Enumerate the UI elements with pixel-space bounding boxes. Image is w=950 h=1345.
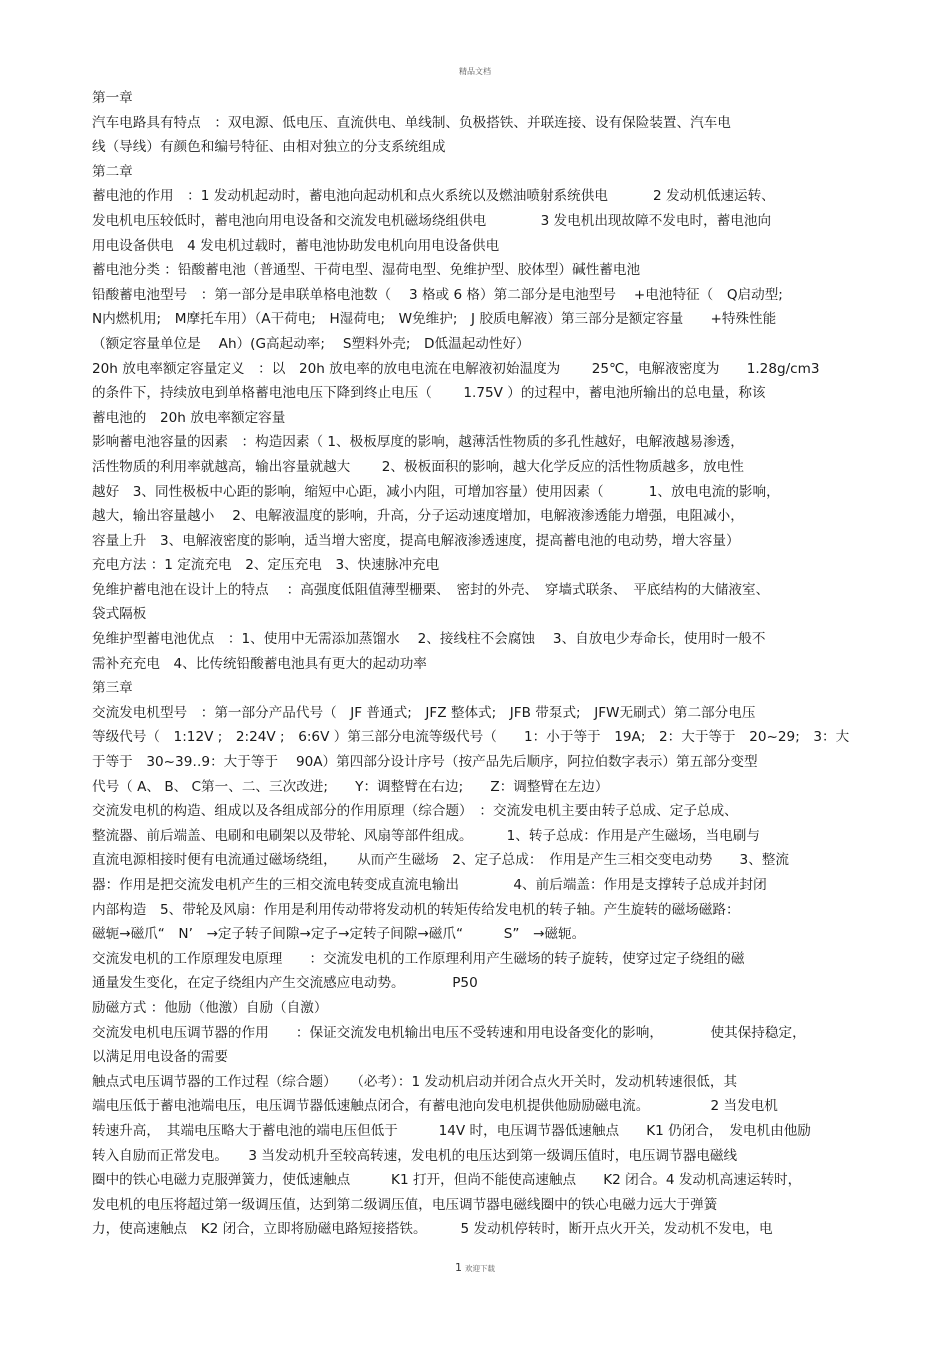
text-line: 袋式隔板 [92, 606, 147, 623]
text-line: 用电设备供电 4 发电机过载时，蓄电池协助发电机向用电设备供电 [92, 237, 500, 254]
text-line: （额定容量单位是 Ah）(G高起动率; S塑料外壳; D低温起动性好） [92, 335, 530, 352]
text-line: 转入自励而正常发电。 3 当发动机升至较高转速，发电机的电压达到第一级调压值时，电压调节器电磁线 [92, 1147, 738, 1164]
text-line: 容量上升 3、电解液密度的影响，适当增大密度，提高电解液渗透速度，提高蓄电池的电动势，增大容量） [92, 532, 740, 549]
text-line: 免维护蓄电池在设计上的特点 ：高强度低阻值薄型栅栗、 密封的外壳、 穿墙式联条、 平底结构的大储液室、 [92, 581, 770, 598]
text-line: 活性物质的利用率就越高，输出容量就越大 2、极板面积的影响，越大化学反应的活性物质越多，放电性 [92, 458, 744, 475]
text-line: 线（导线）有颜色和编号特征、由相对独立的分支系统组成 [92, 139, 446, 156]
text-line: 转速升高， 其端电压略大于蓄电池的端电压但低于 14V 时，电压调节器低速触点 K1 仍闭合， 发电机由他励 [92, 1122, 811, 1139]
text-line: 越好 3、同性极板中心距的影响，缩短中心距，减小内阻，可增加容量）使用因素（ 1、放电电流的影响， [92, 483, 780, 500]
text-line: 触点式电压调节器的工作过程（综合题） （必考）：1 发动机启动并闭合点火开关时，发动机转速很低，其 [92, 1073, 738, 1090]
text-line: 发电机的电压将超过第一级调压值，达到第二级调压值，电压调节器电磁线圈中的铁心电磁力远大于弹簧 [92, 1196, 718, 1213]
text-line: 交流发电机型号 ：第一部分产品代号（ JF 普通式; JFZ 整体式; JFB 带泵式; JFW无刷式）第二部分电压 [92, 704, 756, 721]
text-line: 第三章 [92, 680, 133, 697]
text-line: N内燃机用; M摩托车用）（A干荷电; H湿荷电; W免维护; J 胶质电解液）第三部分是额定容量 +特殊性能 [92, 311, 777, 328]
text-line: 内部构造 5、带轮及风扇：作用是利用传动带将发动机的转矩传给发电机的转子轴。产生旋转的磁场磁路： [92, 901, 740, 918]
text-line: 免维护型蓄电池优点 ：1、使用中无需添加蒸馏水 2、接线柱不会腐蚀 3、自放电少寿命长，使用时一般不 [92, 631, 766, 648]
text-line: 磁轭→磁爪“ N’ →定子转子间隙→定子→定转子间隙→磁爪“ S” →磁轭。 [92, 926, 586, 943]
text-line: 交流发电机的工作原理发电原理 ：交流发电机的工作原理利用产生磁场的转子旋转，使穿过定子绕组的磁 [92, 950, 745, 967]
text-line: 汽车电路具有特点 ：双电源、低电压、直流供电、单线制、负极搭铁、并联连接、设有保险装置、汽车电 [92, 114, 731, 131]
document-body [92, 86, 867, 1242]
text-line: 代号（ A、 B、 C第一、二、三次改进; Y：调整臂在右边; Z：调整臂在左边） [92, 778, 609, 795]
text-line: 影响蓄电池容量的因素 ：构造因素（ 1、极板厚度的影响，越薄活性物质的多孔性越好，电解液越易渗透， [92, 434, 744, 451]
text-line: 励磁方式 ：他励（他激）自励（自激） [92, 999, 328, 1016]
text-line: 整流器、前后端盖、电刷和电刷架以及带轮、风扇等部件组成。 1、转子总成：作用是产生磁场，当电刷与 [92, 827, 760, 844]
text-line: 器：作用是把交流发电机产生的三相交流电转变成直流电输出 4、前后端盖：作用是支撑转子总成并封闭 [92, 877, 767, 893]
text-line: 交流发电机电压调节器的作用 ：保证交流发电机输出电压不受转速和用电设备变化的影响， 使其保持稳定， [92, 1024, 806, 1041]
page-header: 精品文档 [459, 67, 491, 76]
text-line: 圈中的铁心电磁力克服弹簧力，使低速触点 K1 打开，但尚不能使高速触点 K2 闭合。4 发动机高速运转时， [92, 1172, 802, 1189]
text-line: 以满足用电设备的需要 [92, 1049, 228, 1066]
text-line: 需补充充电 4、比传统铅酸蓄电池具有更大的起动功率 [92, 655, 427, 672]
text-line: 于等于 30~39‥9：大于等于 90A）第四部分设计序号（按产品先后顺序，阿拉伯数字表示）第五部分变型 [92, 754, 758, 771]
text-line: 通量发生变化，在定子绕组内产生交流感应电动势。 P50 [92, 975, 478, 992]
text-line: 直流电源相接时便有电流通过磁场绕组， 从而产生磁场 2、定子总成： 作用是产生三相交变电动势 3、整流 [92, 852, 789, 869]
text-line: 交流发电机的构造、组成以及各组成部分的作用原理（综合题） ：交流发电机主要由转子总成、定子总成、 [92, 803, 738, 820]
text-line: 的条件下，持续放电到单格蓄电池电压下降到终止电压（ 1.75V ）的过程中，蓄电池所输出的总电量，称该 [92, 385, 766, 402]
text-line: 第二章 [92, 163, 133, 180]
text-line: 等级代号（ 1:12V ; 2:24V ; 6:6V ）第三部分电流等级代号（ 1：小于等于 19A; 2：大于等于 20~29; 3：大 [92, 729, 850, 746]
text-line: 充电方法 ：1 定流充电 2、定压充电 3、快速脉冲充电 [92, 557, 440, 574]
text-line: 铅酸蓄电池型号 ：第一部分是串联单格电池数（ 3 格或 6 格）第二部分是电池型号 +电池特征（ Q启动型; [92, 286, 783, 303]
text-line: 20h 放电率额定容量定义 ：以 20h 放电率的放电电流在电解液初始温度为 25℃，电解液密度为 1.28g/cm3 [92, 360, 820, 377]
text-line: 第一章 [92, 90, 133, 106]
footer-text: 欢迎下载 [465, 1264, 495, 1273]
text-line: 力，使高速触点 K2 闭合，立即将励磁电路短接搭铁。 5 发动机停转时，断开点火开关，发动机不发电，电 [92, 1221, 773, 1238]
text-line: 发电机电压较低时，蓄电池向用电设备和交流发电机磁场绕组供电 3 发电机出现故障不发电时，蓄电池向 [92, 212, 772, 229]
page-footer [0, 1261, 950, 1274]
text-line: 蓄电池的 20h 放电率额定容量 [92, 409, 286, 426]
text-line: 越大，输出容量越小 2、电解液温度的影响，升高，分子运动速度增加，电解液渗透能力增强，电阻减小， [92, 508, 744, 525]
page-number: 1 [455, 1261, 462, 1274]
text-line: 蓄电池的作用 ：1 发动机起动时，蓄电池向起动机和点火系统以及燃油喷射系统供电 2 发动机低速运转、 [92, 188, 775, 205]
text-line: 蓄电池分类 ：铅酸蓄电池（普通型、干荷电型、湿荷电型、免维护型、胶体型）碱性蓄电池 [92, 262, 641, 279]
text-line: 端电压低于蓄电池端电压，电压调节器低速触点闭合，有蓄电池向发电机提供他励励磁电流。 2 当发电机 [92, 1098, 778, 1115]
